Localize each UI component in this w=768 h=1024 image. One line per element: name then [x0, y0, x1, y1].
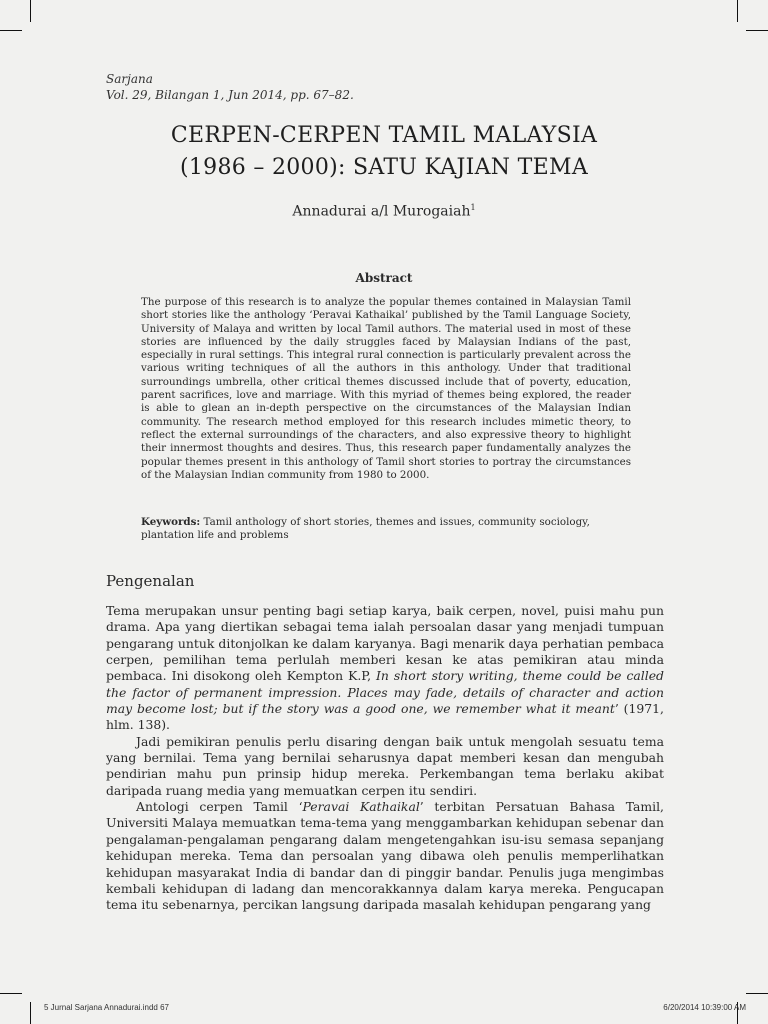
abstract-heading: Abstract [355, 271, 413, 285]
keywords-label: Keywords: [141, 516, 201, 528]
paragraph-3-start: Antologi cerpen Tamil ‘ [136, 799, 303, 815]
author [0, 203, 768, 220]
author-name: Annadurai a/l Murogaiah [292, 203, 471, 220]
section-heading: Pengenalan [106, 572, 195, 590]
footer-file-info: 5 Jurnal Sarjana Annadurai.indd 67 [44, 1003, 169, 1012]
title-line-2: (1986 – 2000): SATU KAJIAN TEMA [179, 155, 589, 180]
journal-name: Sarjana [106, 72, 153, 86]
paragraph-1-text: Tema merupakan unsur penting bagi setiap karya, baik cerpen, novel, puisi mahu pun drama. Apa yang diertikan sebagai tema ialah persoalan dasar yang menjadi tumpuan pengarang untuk ditonjolkan ke dalam karyanya. Bagi menarik daya perhatian pembaca cerpen, pemilihan tema perlulah memberi kesan ke atas pemikiran atau minda pembaca. Ini disokong oleh Kempton K.P, [106, 603, 664, 684]
crop-mark [737, 0, 738, 22]
paragraph-1 [106, 603, 664, 734]
crop-mark [30, 0, 31, 22]
journal-citation: Vol. 29, Bilangan 1, Jun 2014, pp. 67–82. [106, 88, 354, 102]
footer-timestamp: 6/20/2014 10:39:00 AM [663, 1003, 746, 1012]
paper-title [0, 120, 768, 184]
paragraph-3-anthology-title: Peravai Kathaikal [302, 799, 420, 815]
title-line-1: CERPEN-CERPEN TAMIL MALAYSIA [170, 123, 598, 148]
crop-mark [746, 30, 768, 31]
paragraph-2: Jadi pemikiran penulis perlu disaring dengan baik untuk mengolah sesuatu tema yang bernilai. Tema yang bernilai seharusnya dapat memberi kesan dan mengubah pendirian mahu pun prinsip hidup mereka. Perkembangan tema berlaku akibat daripada ruang media yang memuatkan cerpen itu sendiri. [106, 733, 664, 798]
crop-mark [30, 1002, 31, 1024]
paragraph-1-citation: ’ (1971, hlm. 138). [106, 701, 664, 733]
paragraph-1-quote: In short story writing, theme could be called the factor of permanent impression. Places may fade, details of character and action may become lost; but if the story was a good one, we remember what it meant [106, 668, 664, 717]
paragraph-3 [106, 799, 664, 913]
crop-mark [0, 993, 22, 994]
author-footnote-mark: 1 [470, 203, 476, 212]
paragraph-3-rest: ’ terbitan Persatuan Bahasa Tamil, Universiti Malaya memuatkan tema-tema yang menggambarkan kehidupan sebenar dan pengalaman-pengalaman pengarang dalam mengetengahkan isu-isu semasa sepanjang kehidupan mereka. Tema dan persoalan yang dibawa oleh penulis memperlihatkan kehidupan masyarakat India di bandar dan di pinggir bandar. Penulis juga mengimbas kembali kehidupan di ladang dan mencorakkannya dalam karya mereka. Pengucapan tema itu sebenarnya, percikan langsung daripada masalah kehidupan pengarang yang [106, 799, 664, 913]
body-text [106, 603, 664, 914]
crop-mark [0, 30, 22, 31]
keywords-text: Tamil anthology of short stories, themes and issues, community sociology, plantation life and problems [141, 516, 590, 542]
keywords [141, 516, 631, 543]
abstract-text: The purpose of this research is to analyze the popular themes contained in Malaysian Tamil short stories like the anthology ‘Peravai Kathaikal’ published by the Tamil Language Society, University of Malaya and written by local Tamil authors. The material used in most of these stories are influenced by the daily struggles faced by Malaysian Indians of the past, especially in rural settings. This integral rural connection is particularly prevalent across the various writing techniques of all the authors in this anthology. Under that traditional surroundings umbrella, other critical themes discussed include that of poverty, education, parent sacrifices, love and marriage. With this myriad of themes being explored, the reader is able to glean an in-depth perspective on the circumstances of the Malaysian Indian community. The research method employed for this research includes mimetic theory, to reflect the external surroundings of the characters, and also expressive theory to highlight their innermost thoughts and desires. Thus, this research paper fundamentally analyzes the popular themes present in this anthology of Tamil short stories to portray the circumstances of the Malaysian Indian community from 1980 to 2000. [141, 296, 631, 481]
journal-header [106, 71, 354, 103]
crop-mark [746, 993, 768, 994]
